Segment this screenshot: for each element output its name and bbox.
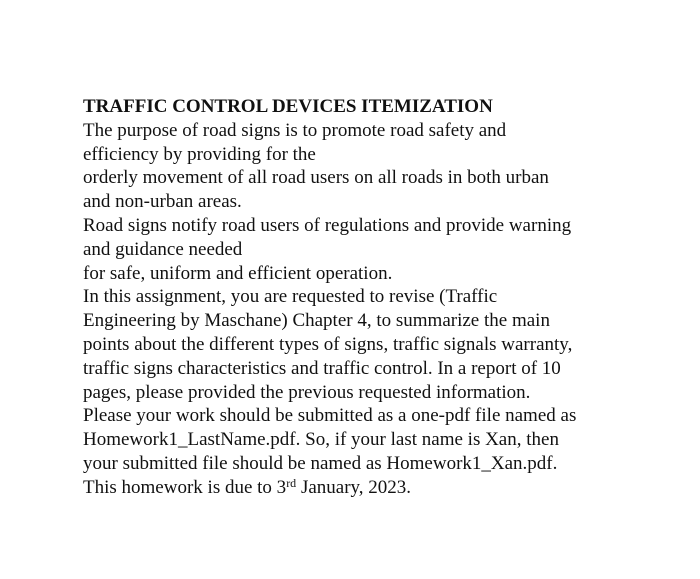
text-line: Homework1_LastName.pdf. So, if your last name is Xan, then — [83, 429, 559, 451]
text-line: Engineering by Maschane) Chapter 4, to summarize the main — [83, 310, 550, 332]
text-line: orderly movement of all road users on all roads in both urban — [83, 167, 549, 189]
text-line: In this assignment, you are requested to revise (Traffic — [83, 286, 498, 308]
document-title: TRAFFIC CONTROL DEVICES ITEMIZATION — [83, 96, 493, 117]
text-line: The purpose of road signs is to promote road safety and — [83, 119, 507, 141]
text-line: for safe, uniform and efficient operation. — [83, 262, 393, 284]
text-line: your submitted file should be named as Homework1_Xan.pdf. — [83, 452, 558, 474]
due-date-prefix: This homework is due to 3 — [83, 476, 287, 498]
due-date-line — [83, 476, 673, 500]
text-line: efficiency by providing for the — [83, 143, 316, 165]
text-line: and non-urban areas. — [83, 191, 242, 213]
text-line: and guidance needed — [83, 238, 243, 260]
text-line: points about the different types of signs, traffic signals warranty, — [83, 333, 573, 355]
text-line: Road signs notify road users of regulations and provide warning — [83, 214, 572, 236]
due-date-ordinal-suffix: rd — [286, 475, 297, 490]
due-date-suffix: January, 2023. — [296, 476, 412, 498]
text-line: traffic signs characteristics and traffic control. In a report of 10 — [83, 357, 561, 379]
text-line: pages, please provided the previous requested information. — [83, 381, 531, 403]
document-body — [83, 95, 673, 500]
text-line: Please your work should be submitted as a one-pdf file named as — [83, 405, 577, 427]
